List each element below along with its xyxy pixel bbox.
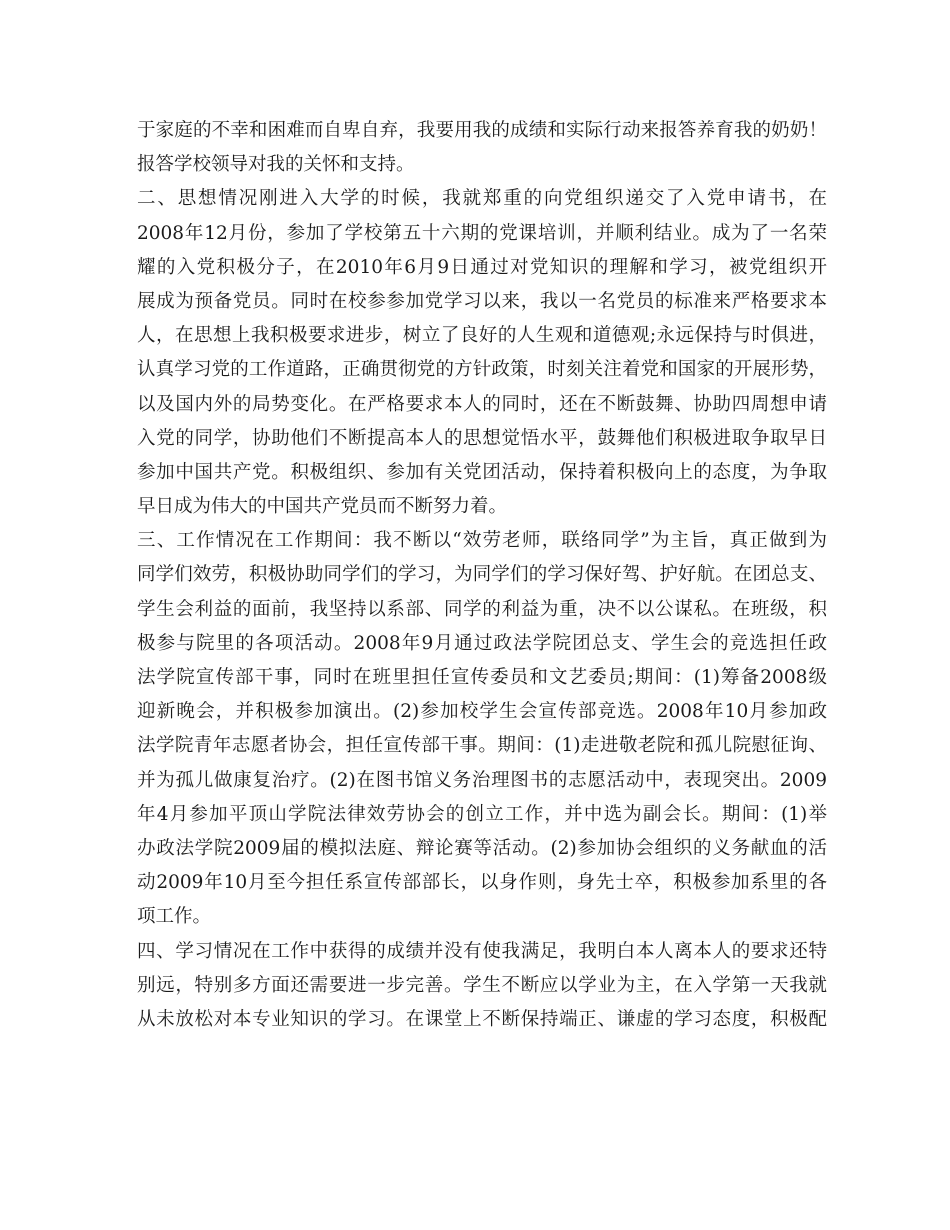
text-line: 早日成为伟大的中国共产党员而不断努力着。 bbox=[137, 496, 508, 518]
text-line: 三、工作情况在工作期间：我不断以“效劳老师，联络同学”为主旨，真正做到为 bbox=[137, 530, 827, 552]
text-line: 参加中国共产党。积极组织、参加有关党团活动，保持着积极向上的态度，为争取 bbox=[137, 461, 827, 483]
text-line: 人，在思想上我积极要求进步，树立了良好的人生观和道德观;永远保持与时俱进， bbox=[137, 325, 827, 347]
text-line: 2008年12月份，参加了学校第五十六期的党课培训，并顺利结业。成为了一名荣 bbox=[137, 222, 827, 244]
text-line: 认真学习党的工作道路，正确贯彻党的方针政策，时刻关注着党和国家的开展形势， bbox=[137, 359, 827, 381]
text-line: 项工作。 bbox=[137, 906, 212, 928]
text-line: 展成为预备党员。同时在校参参加党学习以来，我以一名党员的标准来严格要求本 bbox=[137, 290, 827, 312]
text-line: 同学们效劳，积极协助同学们的学习，为同学们的学习保好驾、护好航。在团总支、 bbox=[137, 564, 827, 586]
text-line: 迎新晚会，并积极参加演出。(2)参加校学生会宣传部竞选。2008年10月参加政 bbox=[137, 701, 827, 723]
text-line: 别远，特别多方面还需要进一步完善。学生不断应以学业为主，在入学第一天我就 bbox=[137, 974, 827, 996]
text-line: 以及国内外的局势变化。在严格要求本人的同时，还在不断鼓舞、协助四周想申请 bbox=[137, 393, 827, 415]
text-line: 从未放松对本专业知识的学习。在课堂上不断保持端正、谦虚的学习态度，积极配 bbox=[137, 1008, 827, 1030]
text-line: 极参与院里的各项活动。2008年9月通过政法学院团总支、学生会的竞选担任政 bbox=[137, 632, 827, 654]
text-line: 动2009年10月至今担任系宣传部部长，以身作则，身先士卒，积极参加系里的各 bbox=[137, 872, 827, 894]
body-text bbox=[137, 114, 827, 1037]
text-line: 耀的入党积极分子，在2010年6月9日通过对党知识的理解和学习，被党组织开 bbox=[137, 256, 827, 278]
text-line: 二、思想情况刚进入大学的时候，我就郑重的向党组织递交了入党申请书，在 bbox=[137, 188, 827, 210]
text-line: 入党的同学，协助他们不断提高本人的思想觉悟水平，鼓舞他们积极进取争取早日 bbox=[137, 427, 827, 449]
text-line: 法学院宣传部干事，同时在班里担任宣传委员和文艺委员;期间：(1)筹备2008级 bbox=[137, 667, 827, 688]
text-line: 四、学习情况在工作中获得的成绩并没有使我满足，我明白本人离本人的要求还特 bbox=[137, 940, 827, 962]
text-line: 报答学校领导对我的关怀和支持。 bbox=[137, 154, 415, 176]
text-line: 法学院青年志愿者协会，担任宣传部干事。期间：(1)走进敬老院和孤儿院慰征询、 bbox=[137, 735, 827, 757]
text-line: 学生会利益的面前，我坚持以系部、同学的利益为重，决不以公谋私。在班级，积 bbox=[137, 598, 827, 620]
text-line: 于家庭的不幸和困难而自卑自弃，我要用我的成绩和实际行动来报答养育我的奶奶！ bbox=[137, 120, 827, 141]
text-line: 并为孤儿做康复治疗。(2)在图书馆义务治理图书的志愿活动中，表现突出。2009 bbox=[137, 769, 827, 791]
text-line: 年4月参加平顶山学院法律效劳协会的创立工作，并中选为副会长。期间：(1)举 bbox=[137, 803, 827, 825]
text-line: 办政法学院2009届的模拟法庭、辩论赛等活动。(2)参加协会组织的义务献血的活 bbox=[137, 837, 827, 859]
